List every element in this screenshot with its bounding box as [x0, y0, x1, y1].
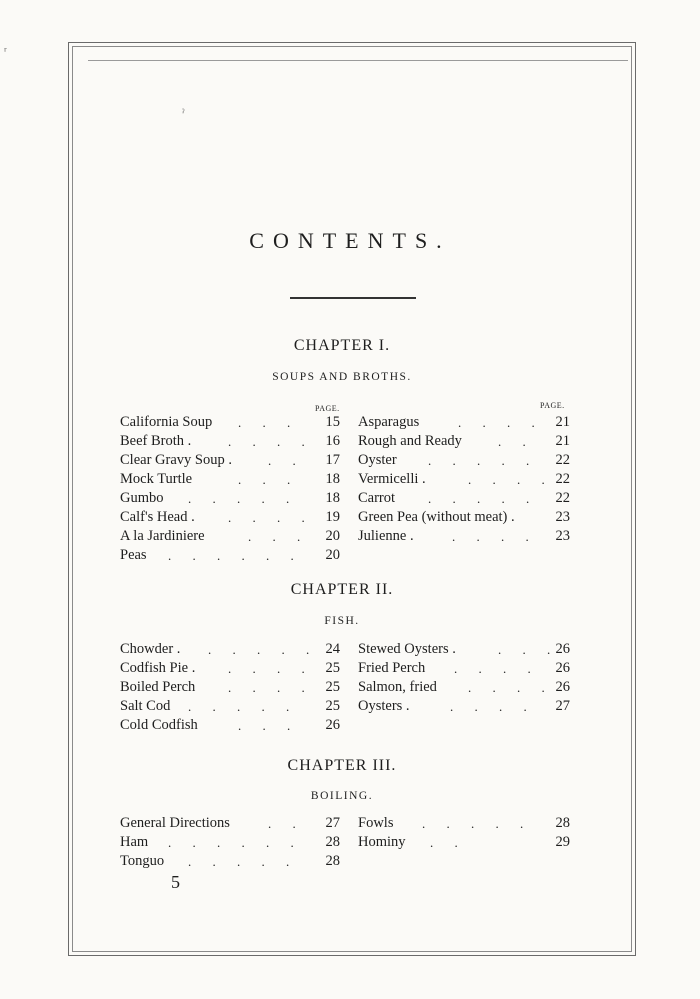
entry-page: 23 — [555, 528, 570, 544]
entry-page: 28 — [325, 853, 340, 869]
toc-entry — [358, 470, 570, 489]
toc-entry — [358, 640, 570, 659]
page-column-label-right: PAGE. — [540, 401, 565, 410]
chapter-1-heading: CHAPTER I. — [293, 337, 391, 354]
leader-dots: . . . — [238, 718, 300, 733]
entry-label: Boiled Perch — [120, 679, 196, 695]
leader-dots: . . . . . — [422, 816, 533, 831]
leader-dots: . . . . — [228, 510, 314, 525]
leader-dots: . . . — [238, 415, 300, 430]
leader-dots: . . . . — [468, 472, 554, 487]
toc-entry — [120, 527, 340, 546]
toc-entry — [120, 413, 340, 432]
leader-dots: . . . . — [452, 529, 538, 544]
page-title: CONTENTS. — [249, 228, 451, 253]
leader-dots: . . . . — [228, 434, 314, 449]
toc-entry — [358, 678, 570, 697]
toc-entry — [358, 697, 570, 716]
entry-label: Peas — [120, 547, 147, 563]
entry-label: Gumbo — [120, 490, 164, 506]
leader-dots: . . . — [238, 472, 300, 487]
entry-page: 19 — [325, 509, 340, 525]
toc-entry — [358, 833, 570, 852]
entry-page: 27 — [555, 698, 570, 714]
entry-page: 22 — [555, 490, 570, 506]
chapter-2-left-column — [120, 640, 340, 735]
page-column-label-left: PAGE. — [315, 404, 340, 413]
leader-dots: . . . . . — [428, 453, 539, 468]
toc-entry — [120, 678, 340, 697]
entry-label: Beef Broth . — [120, 433, 192, 449]
page-number: 5 — [171, 872, 180, 892]
entry-page: 26 — [555, 679, 570, 695]
toc-entry — [120, 432, 340, 451]
leader-dots: . . . . — [458, 415, 544, 430]
entry-label: Hominy — [358, 834, 406, 850]
toc-entry — [120, 716, 340, 735]
toc-entry — [120, 814, 340, 833]
entry-page: 21 — [555, 414, 570, 430]
toc-entry — [120, 489, 340, 508]
entry-label: Carrot — [358, 490, 396, 506]
toc-entry — [120, 640, 340, 659]
leader-dots: . . . — [248, 529, 310, 544]
margin-mark: ʳ — [4, 44, 7, 58]
entry-label: Cold Codfish — [120, 717, 198, 733]
toc-entry — [358, 413, 570, 432]
leader-dots: . . . . . — [188, 699, 299, 714]
chapter-1-left-column — [120, 413, 340, 565]
entry-page: 26 — [325, 717, 340, 733]
leader-dots: . . . . . — [208, 642, 319, 657]
entry-label: Tonguo — [120, 853, 165, 869]
entry-page: 23 — [555, 509, 570, 525]
entry-page: 20 — [325, 528, 340, 544]
entry-label: Ham — [120, 834, 149, 850]
toc-entry — [358, 527, 570, 546]
toc-entry — [120, 833, 340, 852]
entry-page: 17 — [325, 452, 340, 468]
leader-dots: . . . . — [228, 661, 314, 676]
leader-dots: . . — [268, 816, 305, 831]
leader-dots: . . . . . — [428, 491, 539, 506]
entry-label: Julienne . — [358, 528, 414, 544]
toc-entry — [358, 508, 570, 527]
toc-entry — [120, 470, 340, 489]
entry-page: 25 — [325, 660, 340, 676]
entry-page: 21 — [555, 433, 570, 449]
stray-mark: ˀ — [182, 108, 185, 119]
toc-entry — [358, 432, 570, 451]
entry-label: Green Pea (without meat) . — [358, 509, 515, 525]
entry-page: 26 — [555, 660, 570, 676]
toc-entry — [120, 546, 340, 565]
chapter-2-right-column — [358, 640, 570, 716]
entry-page: 25 — [325, 698, 340, 714]
toc-entry — [120, 451, 340, 470]
entry-label: California Soup — [120, 414, 213, 430]
leader-dots: . . . . . . — [168, 548, 303, 563]
chapter-3-heading: CHAPTER III. — [287, 757, 397, 774]
entry-label: Clear Gravy Soup . — [120, 452, 232, 468]
entry-label: A la Jardiniere — [120, 528, 205, 544]
entry-page: 29 — [555, 834, 570, 850]
leader-dots: . . . . — [228, 680, 314, 695]
entry-page: 24 — [325, 641, 340, 657]
chapter-3-right-column — [358, 814, 570, 852]
entry-page: 28 — [555, 815, 570, 831]
entry-label: Salt Cod — [120, 698, 171, 714]
toc-entry — [358, 489, 570, 508]
toc-entry — [358, 659, 570, 678]
entry-page: 18 — [325, 471, 340, 487]
chapter-3-left-column — [120, 814, 340, 871]
entry-page: 22 — [555, 452, 570, 468]
leader-dots: . . — [498, 434, 535, 449]
leader-dots: . . . . . — [188, 491, 299, 506]
entry-label: Asparagus — [358, 414, 420, 430]
title-rule — [290, 297, 416, 299]
leader-dots: . . . . — [454, 661, 540, 676]
entry-page: 27 — [325, 815, 340, 831]
entry-page: 20 — [325, 547, 340, 563]
leader-dots: . . . . — [450, 699, 536, 714]
chapter-2-subtitle: FISH. — [324, 615, 360, 627]
entry-page: 18 — [325, 490, 340, 506]
entry-label: Codfish Pie . — [120, 660, 196, 676]
chapter-2-heading: CHAPTER II. — [290, 581, 394, 598]
leader-dots: . . . . — [468, 680, 554, 695]
entry-page: 28 — [325, 834, 340, 850]
entry-label: Mock Turtle — [120, 471, 193, 487]
entry-page: 26 — [555, 641, 570, 657]
entry-label: Salmon, fried — [358, 679, 437, 695]
leader-dots: . . . . . — [188, 854, 299, 869]
entry-label: Oyster — [358, 452, 397, 468]
entry-label: Rough and Ready — [358, 433, 462, 449]
toc-entry — [358, 451, 570, 470]
chapter-1-subtitle: SOUPS AND BROTHS. — [272, 371, 412, 383]
toc-entry — [120, 852, 340, 871]
leader-dots: . . — [268, 453, 305, 468]
leader-dots: . . . — [498, 642, 560, 657]
chapter-1-right-column — [358, 413, 570, 546]
entry-label: General Directions — [120, 815, 230, 831]
toc-entry — [120, 697, 340, 716]
entry-label: Chowder . — [120, 641, 181, 657]
entry-label: Calf's Head . — [120, 509, 195, 525]
toc-entry — [358, 814, 570, 833]
entry-label: Stewed Oysters . — [358, 641, 456, 657]
toc-entry — [120, 508, 340, 527]
entry-page: 15 — [325, 414, 340, 430]
entry-label: Fowls — [358, 815, 394, 831]
toc-entry — [120, 659, 340, 678]
chapter-3-subtitle: BOILING. — [310, 790, 374, 802]
entry-label: Oysters . — [358, 698, 410, 714]
entry-page: 25 — [325, 679, 340, 695]
entry-label: Fried Perch — [358, 660, 426, 676]
entry-label: Vermicelli . — [358, 471, 426, 487]
entry-page: 16 — [325, 433, 340, 449]
leader-dots: . . — [430, 835, 467, 850]
leader-dots: . . . . . . — [168, 835, 303, 850]
entry-page: 22 — [555, 471, 570, 487]
